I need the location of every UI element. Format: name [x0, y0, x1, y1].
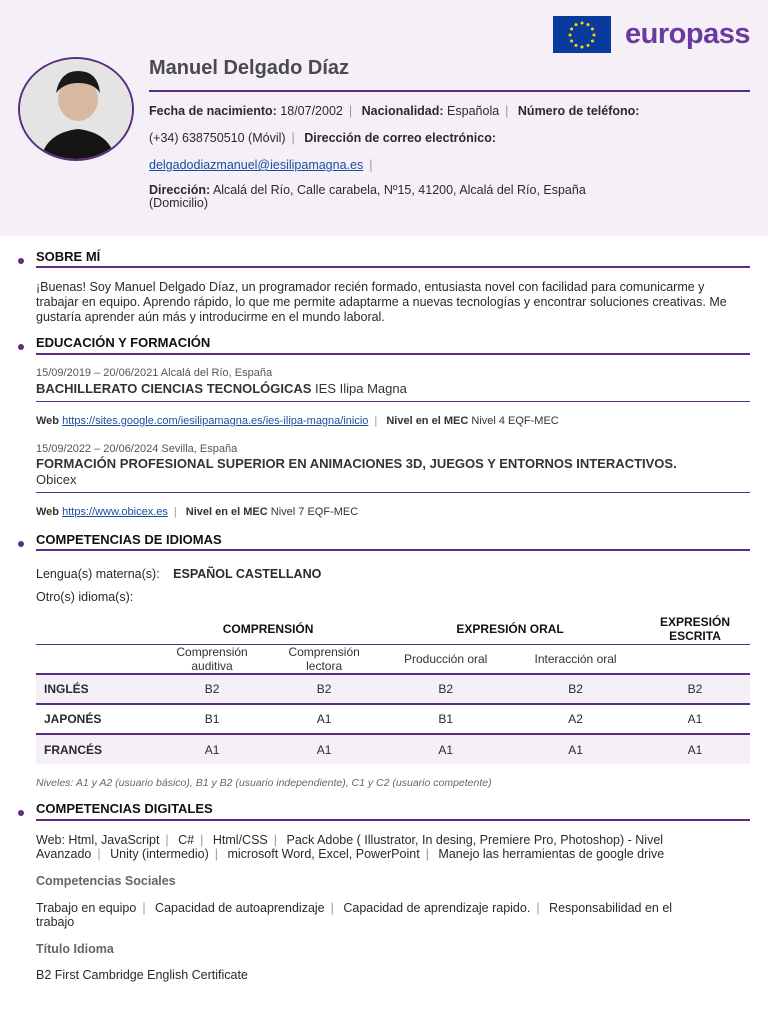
- title-value: B2 First Cambridge English Certificate: [36, 968, 248, 982]
- address-value: Alcalá del Río, Calle carabela, Nº15, 41200, Alcalá del Río, España: [212, 183, 586, 197]
- info-line-2: (+34) 638750510 (Móvil) | Dirección de correo electrónico:: [149, 131, 497, 145]
- other-label: Otro(s) idioma(s):: [36, 590, 134, 604]
- person-name: Manuel Delgado Díaz: [149, 57, 350, 79]
- edu-2-institution: Obicex: [36, 472, 77, 487]
- phone-value: (+34) 638750510 (Móvil): [149, 131, 286, 145]
- education-divider: [36, 353, 750, 355]
- levels-note: Niveles: A1 y A2 (usuario básico), B1 y B2 (usuario independiente), C1 y C2 (usuario competente): [36, 777, 492, 789]
- edu-1-title: BACHILLERATO CIENCIAS TECNOLÓGICAS: [36, 381, 312, 396]
- title-heading: Título Idioma: [36, 942, 114, 956]
- edu-1-web-label: Web: [36, 415, 60, 427]
- edu-2-web-label: Web: [36, 506, 60, 518]
- edu-2-level-value: Nivel 7 EQF-MEC: [270, 506, 359, 518]
- language-row: FRANCÉS A1 A1 A1 A1 A1: [36, 734, 750, 764]
- mother-value: ESPAÑOL CASTELLANO: [173, 567, 322, 581]
- sub-interaccion: Interacción oral: [534, 651, 617, 666]
- edu-1-web-link[interactable]: https://sites.google.com/iesilipamagna.es/ies-ilipa-magna/inicio: [62, 415, 369, 427]
- language-table: [36, 614, 750, 764]
- section-bullet-icon: [18, 344, 24, 350]
- info-line-3: delgadodiazmanuel@iesilipamagna.es |: [149, 158, 373, 172]
- mother-label: Lengua(s) materna(s):: [36, 567, 160, 581]
- email-label: Dirección de correo electrónico:: [304, 131, 497, 145]
- logo-text: europass: [625, 18, 750, 50]
- eu-flag-icon: [553, 16, 611, 53]
- nationality-value: Española: [447, 104, 500, 118]
- digital-divider: [36, 819, 750, 821]
- europass-logo: [553, 16, 750, 53]
- digital-skills-line-2: Avanzado | Unity (intermedio) | microsoft Word, Excel, PowerPoint | Manejo las herramientas de google drive: [36, 847, 665, 861]
- col-expresion-oral: EXPRESIÓN ORAL: [456, 621, 564, 636]
- social-line-2: trabajo: [36, 915, 75, 929]
- birth-label: Fecha de nacimiento:: [149, 104, 277, 118]
- edu-1-web-line: Web https://sites.google.com/iesilipamagna.es/ies-ilipa-magna/inicio | Nivel en el MEC Nivel 4 EQF-MEC: [36, 415, 559, 427]
- social-line-1: Trabajo en equipo | Capacidad de autoaprendizaje | Capacidad de aprendizaje rapido. | Responsabilidad en el: [36, 901, 673, 915]
- edu-1-divider: [36, 401, 750, 402]
- social-heading: Competencias Sociales: [36, 874, 176, 888]
- address-label: Dirección:: [149, 183, 211, 197]
- edu-2-dates: 15/09/2022 – 20/06/2024 Sevilla, España: [36, 443, 238, 455]
- edu-1-title-line: [36, 381, 750, 397]
- sub-auditiva: Comprensión auditiva: [176, 644, 248, 673]
- languages-divider: [36, 549, 750, 551]
- mother-tongue-line: [36, 567, 321, 581]
- col-comprension: COMPRENSIÓN: [222, 621, 314, 636]
- edu-2-divider: [36, 492, 750, 493]
- about-text: ¡Buenas! Soy Manuel Delgado Díaz, un programador recién formado, entusiasta novel con facilidad para comunicarme y trabajar en equipo. Aprendo rápido, lo que me permite adaptarme a nuevas tecnologías y encontrar soluciones creativas. Me gustaría aprender aún más y introducirme en el mundo laboral.: [36, 280, 727, 324]
- edu-1-institution: IES Ilipa Magna: [315, 381, 407, 396]
- edu-2-web-link[interactable]: https://www.obicex.es: [62, 506, 168, 518]
- language-row: JAPONÉS B1 A1 B1 A2 A1: [36, 704, 750, 734]
- email-link[interactable]: delgadodiazmanuel@iesilipamagna.es: [149, 158, 364, 172]
- edu-1-level-label: Nivel en el MEC: [386, 415, 469, 427]
- languages-heading: COMPETENCIAS DE IDIOMAS: [36, 532, 222, 547]
- about-divider: [36, 266, 750, 268]
- name-divider: [149, 90, 750, 92]
- section-bullet-icon: [18, 541, 24, 547]
- edu-1-dates: 15/09/2019 – 20/06/2021 Alcalá del Río, España: [36, 367, 273, 379]
- section-bullet-icon: [18, 810, 24, 816]
- col-expresion-escrita: EXPRESIÓN ESCRITA: [659, 614, 730, 643]
- language-row: INGLÉS B2 B2 B2 B2 B2: [36, 674, 750, 704]
- phone-label: Número de teléfono:: [517, 104, 640, 118]
- digital-heading: COMPETENCIAS DIGITALES: [36, 801, 213, 816]
- info-line-1: Fecha de nacimiento: 18/07/2002 | Nacionalidad: Española | Número de teléfono:: [149, 104, 640, 118]
- education-heading: EDUCACIÓN Y FORMACIÓN: [36, 335, 211, 350]
- edu-1-level-value: Nivel 4 EQF-MEC: [471, 415, 559, 427]
- edu-2-level-label: Nivel en el MEC: [185, 506, 268, 518]
- digital-skills-line-1: Web: Html, JavaScript | C# | Html/CSS | Pack Adobe ( Illustrator, In desing, Premiere Pro, Photoshop) - Nivel: [36, 833, 664, 847]
- birth-value: 18/07/2002: [280, 104, 343, 118]
- edu-2-title: FORMACIÓN PROFESIONAL SUPERIOR EN ANIMACIONES 3D, JUEGOS Y ENTORNOS INTERACTIVOS.: [36, 456, 677, 471]
- edu-2-title-line: [36, 456, 750, 488]
- nationality-label: Nacionalidad:: [361, 104, 444, 118]
- address-type: (Domicilio): [149, 196, 209, 210]
- sub-lectora: Comprensión lectora: [288, 644, 360, 673]
- sub-produccion: Producción oral: [403, 651, 488, 666]
- edu-2-web-line: Web https://www.obicex.es | Nivel en el MEC Nivel 7 EQF-MEC: [36, 506, 359, 518]
- section-bullet-icon: [18, 258, 24, 264]
- profile-photo: [18, 57, 134, 161]
- address-block: [149, 184, 586, 210]
- about-heading: SOBRE MÍ: [36, 249, 101, 264]
